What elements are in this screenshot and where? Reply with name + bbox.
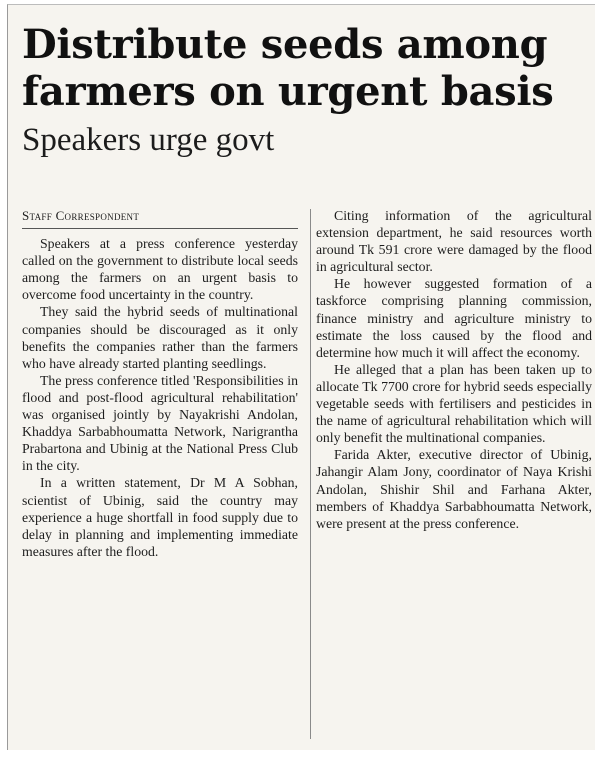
paragraph: In a written statement, Dr M A Sobhan, scientist of Ubinig, said the country may experience a huge shortfall in food supply due to delay in planning and implementing immediate measures after the flood. [22,475,298,559]
paragraph: Farida Akter, executive director of Ubinig, Jahangir Alam Jony, coordinator of Naya Krishi Andolan, Shishir Shil and Farhana Akter, members of Khaddya Sarbabhoumatta Network, were present at the press conference. [316,447,592,531]
article-body [22,207,592,747]
byline: Staff Correspondent [22,207,298,229]
headline-line-2: farmers on urgent basis [22,68,554,115]
column-right [316,207,592,747]
column-left [22,207,298,747]
paragraph: He however suggested formation of a taskforce comprising planning commission, finance ministry and agriculture ministry to estimate the loss caused by the flood and determine how much it will affect the economy. [316,276,592,360]
column-divider [310,209,311,739]
headline-line-1: Distribute seeds among [22,21,548,68]
newspaper-clipping [7,4,595,750]
paragraph: He alleged that a plan has been taken up to allocate Tk 7700 crore for hybrid seeds especially vegetable seeds with fertilisers and pesticides in the name of agricultural rehabilitation which will only benefit the multinational companies. [316,361,592,446]
subheadline: Speakers urge govt [22,122,275,158]
paragraph: The press conference titled 'Responsibilities in flood and post-flood agricultural rehabilitation' was organised jointly by Nayakrishi Andolan, Khaddya Sarbabhoumatta Network, Narigrantha Prabartona and Ubinig at the National Press Club in the city. [22,372,298,474]
paragraph: Citing information of the agricultural extension department, he said resources worth around Tk 591 crore were damaged by the flood in agricultural sector. [316,208,592,275]
paragraph: Speakers at a press conference yesterday called on the government to distribute local seeds among the farmers on an urgent basis to overcome food uncertainty in the country. [22,236,298,303]
paragraph: They said the hybrid seeds of multinational companies should be discouraged as it only benefits the companies rather than the farmers who have already started planting seedlings. [22,304,298,371]
headline [8,5,595,115]
